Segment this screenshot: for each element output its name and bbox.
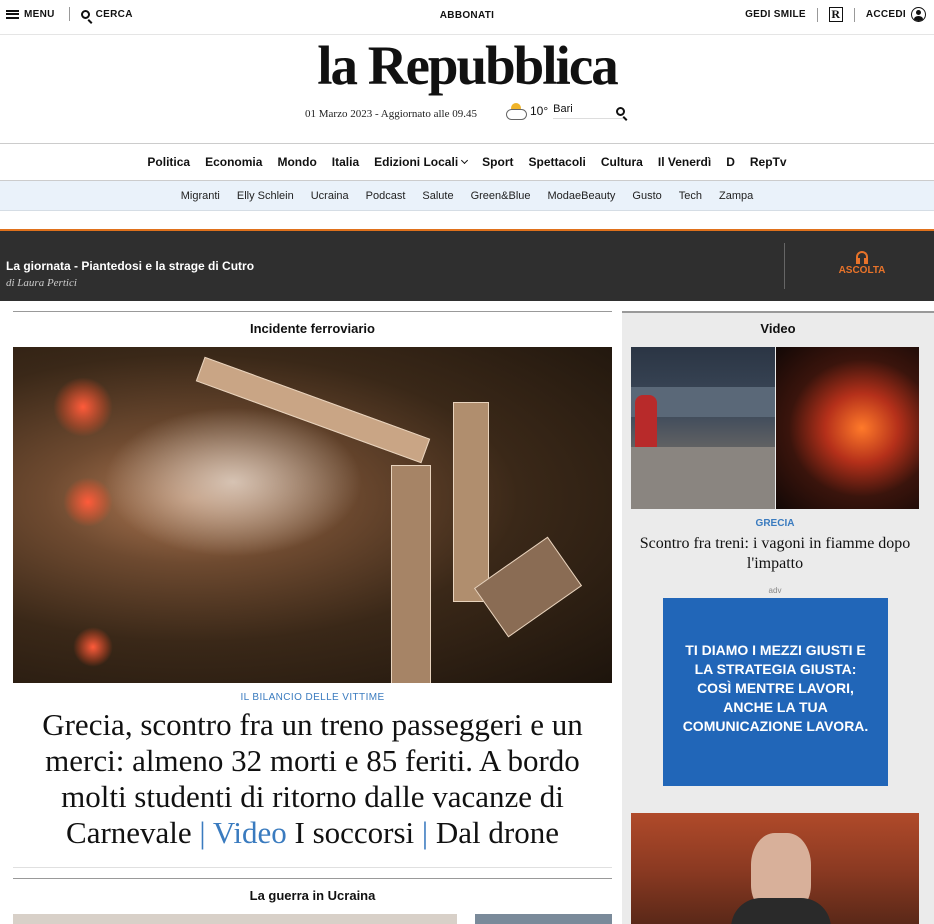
- divider: [69, 7, 70, 21]
- weather-temp: 10°: [530, 104, 549, 118]
- nav-item-economia[interactable]: Economia: [205, 155, 263, 169]
- podcast-bar: [0, 231, 934, 301]
- nav-item-politica[interactable]: Politica: [147, 155, 191, 169]
- divider: [13, 867, 612, 868]
- gedi-smile-link[interactable]: GEDI SMILE: [745, 9, 806, 20]
- divider: [854, 8, 855, 22]
- login-link[interactable]: ACCEDI: [865, 9, 906, 20]
- sidebar-title[interactable]: Video: [760, 321, 796, 336]
- rep-plus-icon[interactable]: R: [829, 7, 843, 22]
- video-thumbnail-left[interactable]: [631, 347, 775, 509]
- topic-ucraina[interactable]: Ucraina: [310, 189, 349, 202]
- site-logo[interactable]: la Repubblica: [317, 35, 617, 96]
- topic-nav: [0, 181, 934, 211]
- menu-icon[interactable]: [6, 10, 19, 19]
- drone-link[interactable]: Dal drone: [435, 815, 559, 850]
- podcast-author: di Laura Pertici: [6, 277, 77, 289]
- podcast-title[interactable]: La giornata - Piantedosi e la strage di Cutro: [6, 259, 255, 273]
- divider: [817, 8, 818, 22]
- rescue-link[interactable]: I soccorsi: [294, 815, 415, 850]
- topic-tech[interactable]: Tech: [678, 189, 703, 202]
- weather-search-icon[interactable]: [616, 107, 625, 116]
- topic-gusto[interactable]: Gusto: [632, 189, 662, 202]
- nav-item-mondo[interactable]: Mondo: [277, 155, 317, 169]
- chevron-down-icon: [461, 157, 468, 164]
- nav-item-d[interactable]: D: [726, 155, 735, 169]
- lead-kicker: IL BILANCIO DELLE VITTIME: [240, 692, 385, 703]
- nav-item-cultura[interactable]: Cultura: [600, 155, 643, 169]
- nav-item-sport[interactable]: Sport: [482, 155, 514, 169]
- headphones-icon: [856, 251, 868, 262]
- topic-podcast[interactable]: Podcast: [365, 189, 406, 202]
- topic-moda-beauty[interactable]: ModaeBeauty: [547, 189, 616, 202]
- nav-item-spettacoli[interactable]: Spettacoli: [528, 155, 586, 169]
- search-button[interactable]: CERCA: [95, 8, 133, 20]
- section-title[interactable]: Incidente ferroviario: [13, 311, 612, 336]
- partly-cloudy-icon: [505, 102, 527, 120]
- menu-button[interactable]: MENU: [24, 8, 55, 20]
- nav-item-label: Edizioni Locali: [374, 155, 459, 169]
- main-nav: [0, 143, 934, 181]
- ad-banner[interactable]: [663, 598, 888, 786]
- listen-label: ASCOLTA: [838, 265, 886, 276]
- ad-text: TI DIAMO I MEZZI GIUSTI E LA STRATEGIA GIUSTA: COSÌ MENTRE LAVORI, ANCHE LA TUA COMUNICAZIONE LAVORA.: [682, 642, 869, 734]
- top-bar: [0, 0, 934, 35]
- nav-item-reptv[interactable]: RepTv: [749, 155, 787, 169]
- listen-button[interactable]: [790, 251, 934, 276]
- topic-green-blue[interactable]: Green&Blue: [470, 189, 531, 202]
- lead-story-image[interactable]: [13, 347, 612, 683]
- section-title-ukraine[interactable]: La guerra in Ucraina: [13, 878, 612, 903]
- video-kicker: GRECIA: [755, 518, 795, 529]
- ukraine-side-image[interactable]: [475, 914, 612, 924]
- video-link[interactable]: Video: [212, 815, 287, 850]
- topic-salute[interactable]: Salute: [422, 189, 454, 202]
- lead-headline[interactable]: [13, 707, 612, 851]
- opinion-portrait-image[interactable]: [631, 813, 919, 924]
- video-title[interactable]: Scontro fra treni: i vagoni in fiamme dopo l'impatto: [639, 535, 911, 572]
- weather-widget[interactable]: [505, 102, 623, 120]
- nav-item-italia[interactable]: Italia: [331, 155, 360, 169]
- separator: |: [199, 815, 206, 850]
- ad-label: adv: [768, 586, 782, 595]
- lead-headline-text[interactable]: Grecia, scontro fra un treno passeggeri e un merci: almeno 32 morti e 85 feriti. A bordo molti studenti di ritorno dalle vacanze di Carnevale: [42, 707, 583, 850]
- nav-item-edizioni-locali[interactable]: [374, 155, 467, 169]
- weather-city-input[interactable]: Bari: [553, 103, 623, 119]
- video-thumbnail-right[interactable]: [776, 347, 919, 509]
- dateline: 01 Marzo 2023 - Aggiornato alle 09.45: [305, 108, 477, 120]
- topic-zampa[interactable]: Zampa: [719, 189, 754, 202]
- nav-item-il-venerdi[interactable]: Il Venerdì: [657, 155, 712, 169]
- topic-migranti[interactable]: Migranti: [180, 189, 220, 202]
- topic-elly-schlein[interactable]: Elly Schlein: [236, 189, 294, 202]
- search-icon[interactable]: [81, 10, 90, 19]
- subscribe-link[interactable]: ABBONATI: [439, 10, 495, 21]
- ukraine-story-image[interactable]: [13, 914, 457, 924]
- divider: [784, 243, 785, 289]
- user-icon[interactable]: [911, 7, 926, 22]
- separator: |: [421, 815, 429, 850]
